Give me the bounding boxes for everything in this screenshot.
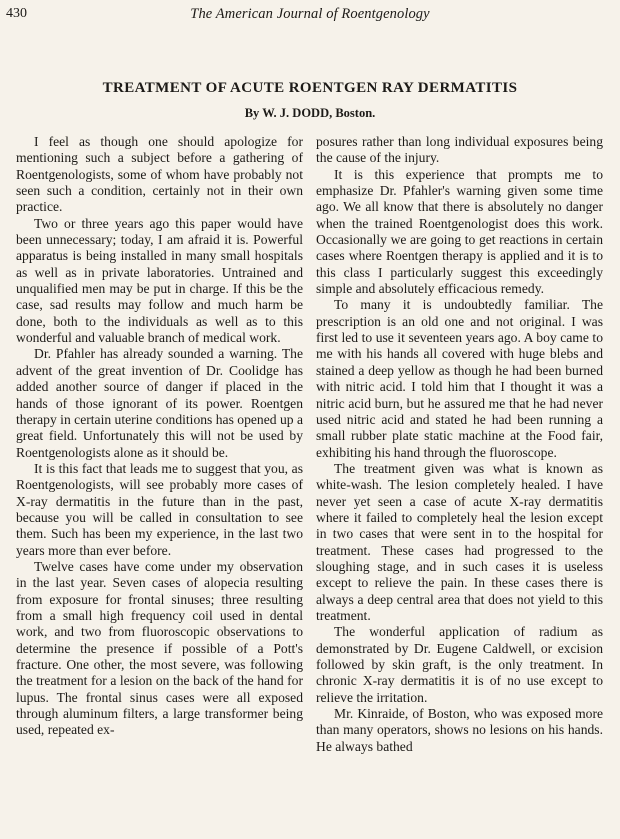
page-header (0, 6, 620, 26)
paragraph-continued: posures rather than long individual exposures being the cause of the injury. (316, 134, 603, 166)
paragraph: Two or three years ago this paper would have been unnecessary; today, I am afraid it is. Powerful apparatus is being installed in many small hospitals as well as in private laboratories. Untrained and unqualified men may be put in charge. If this be the case, sad results may follow and much harm be done, both to the individuals as well as to this wonderful and valuable branch of medical work. (16, 215, 303, 346)
paragraph: I feel as though one should apologize for mentioning such a subject before a gathering of Roentgenologists, some of whom have probably not seen such a condition, certainly not in their own practice. (16, 134, 303, 215)
paragraph: The wonderful application of radium as demonstrated by Dr. Eugene Caldwell, or excision followed by skin graft, is the only treatment. In chronic X-ray dermatitis it is of no use except to relieve the irritation. (316, 624, 603, 705)
paragraph: Mr. Kinraide, of Boston, who was exposed more than many operators, shows no lesions on his hands. He always bathed (316, 706, 603, 754)
paragraph: Twelve cases have come under my observation in the last year. Seven cases of alopecia resulting from exposure for frontal sinuses; three resulting from a small high frequency coil used in dental work, and two from fluoroscopic observations to determine the presence if possible of a Pott's fracture. One other, the most severe, was following the treatment for a lesion on the back of the hand for lupus. The frontal sinus cases were all exposed through aluminum filters, a large transformer being used, repeated ex- (16, 558, 303, 738)
running-head: The American Journal of Roentgenology (190, 6, 430, 22)
right-column (316, 134, 603, 755)
paragraph: Dr. Pfahler has already sounded a warning. The advent of the great invention of Dr. Coolidge has added another source of danger if placed in the hands of those ignorant of its power. Roentgen therapy in certain uterine conditions has opened up a great field. Unfortunately this will not be used by Roentgenologists alone as it should be. (16, 346, 303, 460)
paragraph: The treatment given was what is known as white-wash. The lesion completely healed. I have never yet seen a case of acute X-ray dermatitis where it failed to completely heal the lesion except in two cases that were sent in to the hospital for treatment. These cases had progressed to the sloughing stage, and in such cases it is useless except to relieve the pain. In these cases there is always a deep central area that does not yield to this treatment. (316, 460, 603, 623)
article-byline: By W. J. DODD, Boston. (244, 106, 376, 120)
paragraph: It is this experience that prompts me to emphasize Dr. Pfahler's warning given some time ago. We all know that there is absolutely no danger when the trained Roentgenologist does this work. Occasionally we are going to get reactions in certain cases where Roentgen therapy is applied and it is to this class I particularly suggest this exceedingly simple and absolutely efficacious remedy. (316, 166, 603, 297)
page-number: 430 (6, 6, 27, 21)
paragraph: It is this fact that leads me to suggest that you, as Roentgenologists, will see probably more cases of X-ray dermatitis in the future than in the past, because you will be called in consultation to see them. Such has been my experience, in the last two years more than ever before. (16, 460, 303, 558)
paragraph: To many it is undoubtedly familiar. The prescription is an old one and not original. I was first led to use it seventeen years ago. A boy came to me with his hands all covered with huge blebs and stained a deep yellow as though he had been burned with nitric acid. I told him that I thought it was a nitric acid burn, but he assured me that he had never used nitric acid and stated he had been running a small rubber plate static machine at the Food fair, exhibiting his hand through the fluoroscope. (316, 297, 603, 460)
left-column (16, 134, 303, 739)
article-title: TREATMENT OF ACUTE ROENTGEN RAY DERMATITIS (102, 80, 518, 96)
